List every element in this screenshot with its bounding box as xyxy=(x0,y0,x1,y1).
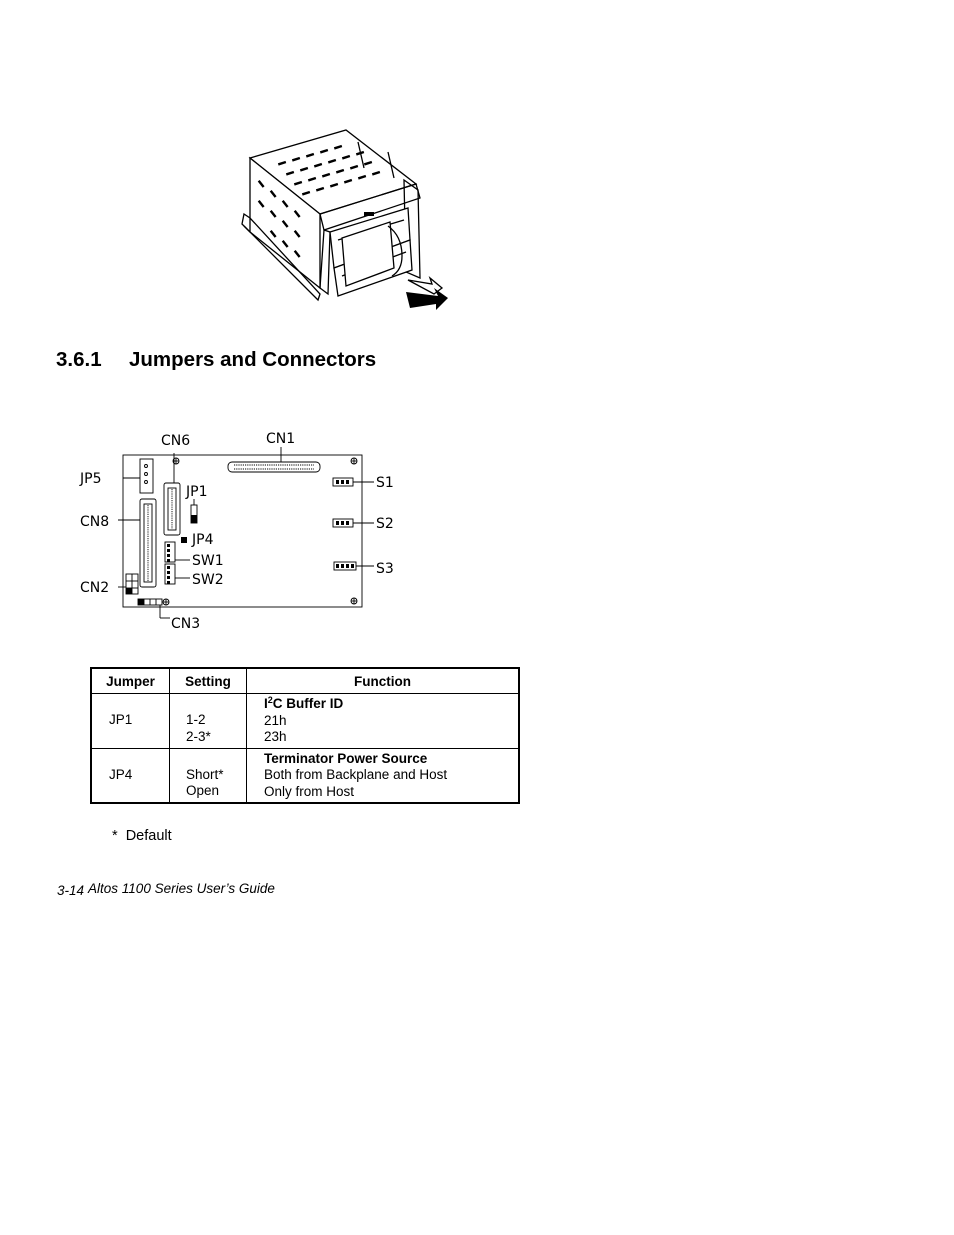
cn1-connector xyxy=(228,462,320,472)
setting-value: Short* xyxy=(186,766,224,782)
guide-title: Altos 1100 Series User’s Guide xyxy=(88,881,275,896)
label-cn2: CN2 xyxy=(80,580,110,596)
function-title-prefix: I xyxy=(264,696,268,711)
label-s2: S2 xyxy=(376,516,394,532)
section-number: 3.6.1 xyxy=(56,348,102,371)
default-footnote: * Default xyxy=(112,828,172,844)
insert-arrow-icon xyxy=(406,278,448,310)
header-function: Function xyxy=(247,668,520,694)
label-jp4: JP4 xyxy=(192,532,214,548)
label-sw2: SW2 xyxy=(192,572,224,588)
section-heading xyxy=(56,348,376,372)
jumper-cell: JP4 xyxy=(91,748,170,803)
label-cn8: CN8 xyxy=(80,514,110,530)
label-jp5: JP5 xyxy=(80,471,102,487)
table-row xyxy=(91,694,519,749)
page-footer xyxy=(57,881,275,898)
setting-value: 1-2 xyxy=(186,712,206,727)
label-s1: S1 xyxy=(376,475,394,491)
jumper-settings-table xyxy=(90,667,520,804)
drive-cage-illustration xyxy=(238,128,453,313)
function-title xyxy=(264,696,518,713)
label-s3: S3 xyxy=(376,561,394,577)
function-title-text: Terminator Power Source xyxy=(264,750,428,766)
jumper-cell: JP1 xyxy=(91,694,170,749)
board-layout-diagram xyxy=(78,428,408,636)
label-jp1: JP1 xyxy=(186,484,208,500)
function-title-superscript: 2 xyxy=(267,695,273,705)
setting-cell xyxy=(170,748,247,803)
setting-value: Open xyxy=(186,783,220,798)
section-title: Jumpers and Connectors xyxy=(129,348,377,371)
header-setting: Setting xyxy=(170,668,247,694)
function-title xyxy=(264,751,518,768)
setting-value: 2-3* xyxy=(186,728,211,744)
function-value: 23h xyxy=(264,729,287,744)
label-sw1: SW1 xyxy=(192,553,224,569)
setting-cell xyxy=(170,694,247,749)
function-value: 21h xyxy=(264,712,287,728)
function-title-text: C Buffer ID xyxy=(272,696,344,711)
page-number: 3-14 xyxy=(57,883,85,898)
table-header-row xyxy=(91,668,519,694)
jp5-connector xyxy=(140,459,153,493)
board-outline xyxy=(123,455,362,607)
function-cell xyxy=(247,748,520,803)
function-cell xyxy=(247,694,520,749)
function-value: Only from Host xyxy=(264,783,355,799)
label-cn3: CN3 xyxy=(171,616,201,632)
header-jumper: Jumper xyxy=(91,668,170,694)
label-cn6: CN6 xyxy=(161,433,191,449)
function-value: Both from Backplane and Host xyxy=(264,767,448,782)
label-cn1: CN1 xyxy=(266,431,296,447)
table-row xyxy=(91,748,519,803)
